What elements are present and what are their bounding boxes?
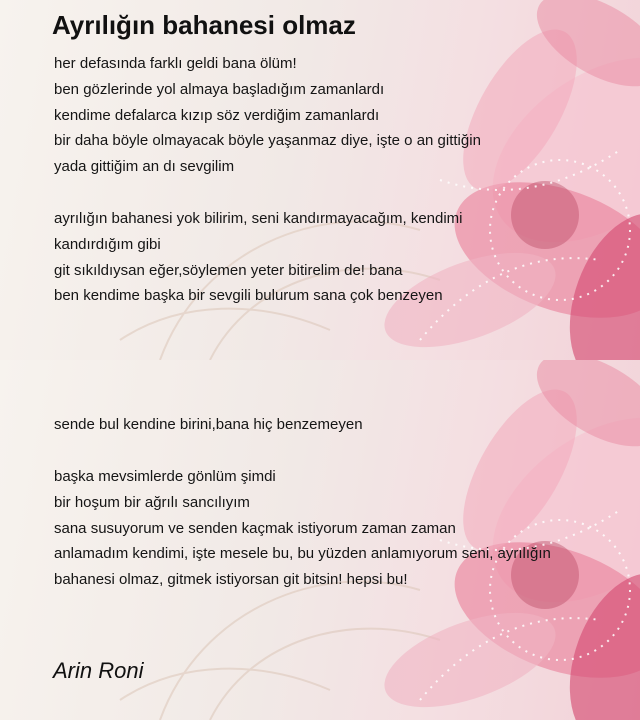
poem-line: başka mevsimlerde gönlüm şimdi — [54, 468, 276, 485]
poem-line: anlamadım kendimi, işte mesele bu, bu yüzden anlamıyorum seni, ayrılığın — [54, 545, 551, 563]
poem-line: git sıkıldıysan eğer,söylemen yeter bitirelim de! bana — [54, 261, 403, 279]
poem-line: bir hoşum bir ağrılı sancılıyım — [54, 493, 250, 511]
poem-author: Arin Roni — [53, 658, 144, 683]
poem-line: yada gittiğim an dı sevgilim — [54, 158, 235, 176]
poem-line: her defasında farklı geldi bana ölüm! — [54, 55, 297, 72]
poem-line: sana susuyorum ve senden kaçmak istiyorum zaman zaman — [54, 519, 456, 537]
poem-line: ben kendime başka bir sevgili bulurum sana çok benzeyen — [54, 287, 443, 305]
poem-line: bahanesi olmaz, gitmek istiyorsan git bitsin! hepsi bu! — [54, 571, 408, 589]
poem-stanza — [54, 51, 481, 180]
poem-stanza — [54, 412, 363, 438]
poem-stanza — [54, 464, 551, 593]
poem-line: ayrılığın bahanesi yok bilirim, seni kandırmayacağım, kendimi — [54, 210, 463, 227]
poem-line: ben gözlerinde yol almaya başladığım zamanlardı — [54, 80, 385, 98]
poem-line: sende bul kendine birini,bana hiç benzemeyen — [54, 416, 363, 433]
poem-line: kendime defalarca kızıp söz verdiğim zamanlardı — [54, 106, 380, 124]
poem-title: Ayrılığın bahanesi olmaz — [52, 10, 356, 40]
poem-stanza — [54, 206, 463, 309]
poem-line: bir daha böyle olmayacak böyle yaşanmaz diye, işte o an gittiğin — [54, 132, 481, 150]
poem-line: kandırdığım gibi — [54, 235, 161, 253]
